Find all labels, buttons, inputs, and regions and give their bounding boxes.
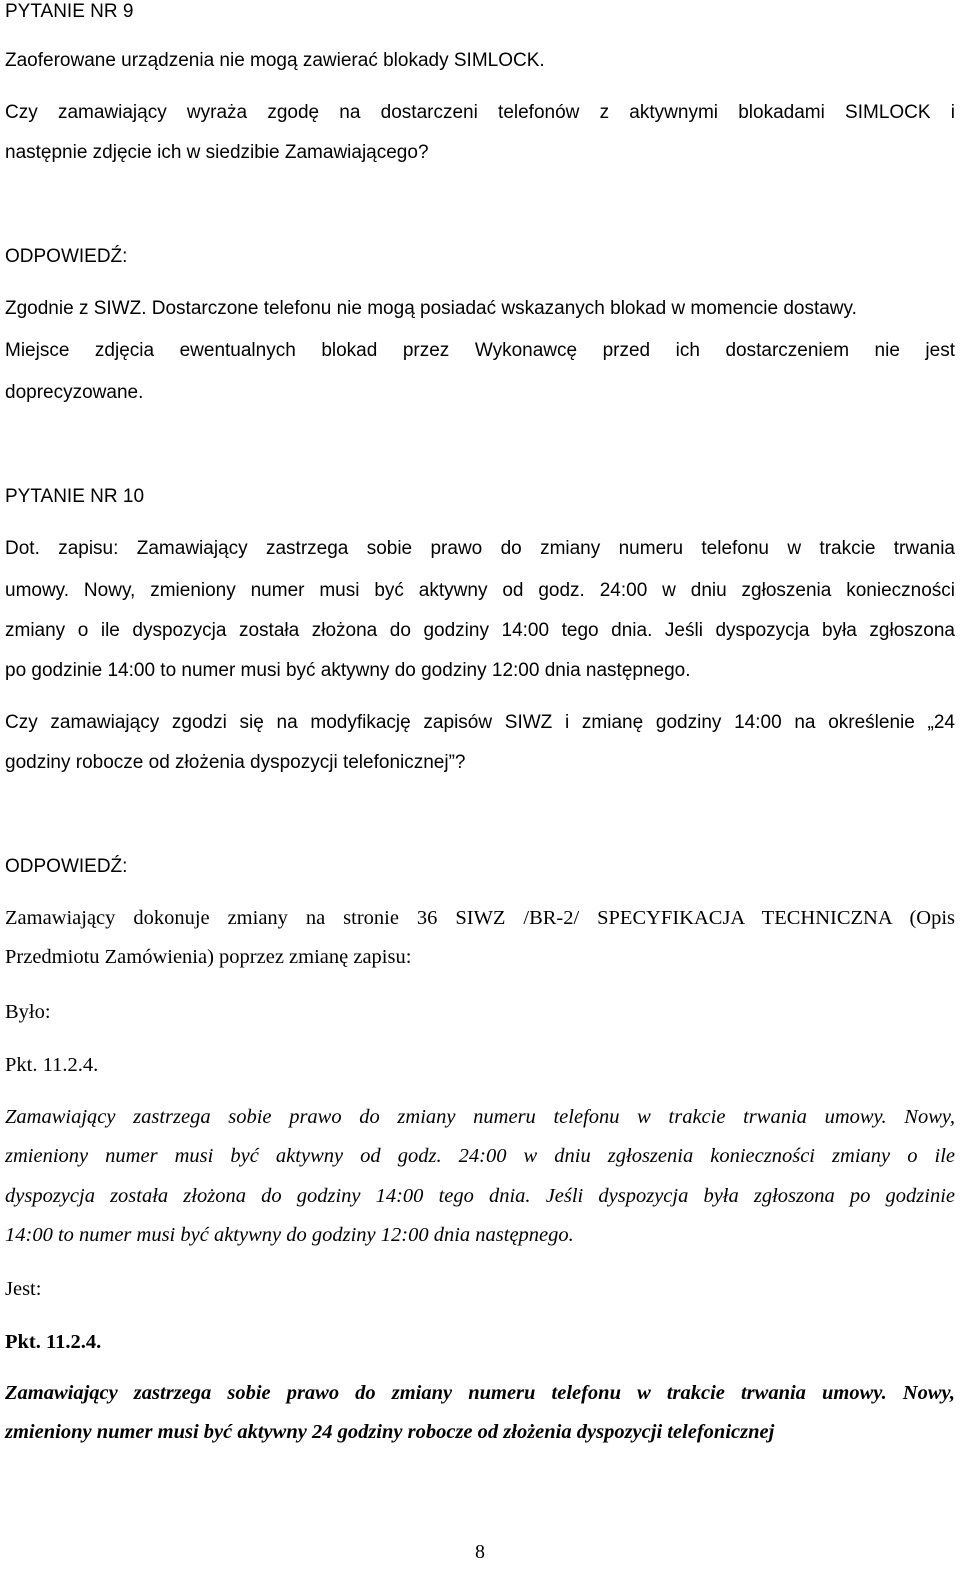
question-10-line: godziny robocze od złożenia dyspozycji telefonicznej”?: [5, 752, 466, 773]
question-9-line: Zaoferowane urządzenia nie mogą zawierać blokady SIMLOCK.: [5, 50, 545, 71]
new-point-number: Pkt. 11.2.4.: [5, 1331, 102, 1353]
new-text-line: Zamawiający zastrzega sobie prawo do zmiany numeru telefonu w trakcie trwania umowy. Nowy,: [5, 1382, 955, 1404]
new-text-line: zmieniony numer musi być aktywny 24 godziny robocze od złożenia dyspozycji telefonicznej: [5, 1421, 775, 1443]
question-10-title: PYTANIE NR 10: [5, 486, 145, 507]
question-9-line: Czy zamawiający wyraża zgodę na dostarczeni telefonów z aktywnymi blokadami SIMLOCK i: [5, 102, 955, 123]
answer-9-line: doprecyzowane.: [5, 382, 144, 403]
answer-10-line: Zamawiający dokonuje zmiany na stronie 36 SIWZ /BR-2/ SPECYFIKACJA TECHNICZNA (Opis: [5, 907, 955, 929]
old-text-line: Zamawiający zastrzega sobie prawo do zmiany numeru telefonu w trakcie trwania umowy. Nowy,: [5, 1106, 955, 1128]
old-text-label: Było:: [5, 1001, 51, 1023]
question-10-line: umowy. Nowy, zmieniony numer musi być aktywny od godz. 24:00 w dniu zgłoszenia konieczności: [5, 580, 955, 601]
answer-9-line: Miejsce zdjęcia ewentualnych blokad przez Wykonawcę przed ich dostarczeniem nie jest: [5, 340, 955, 361]
answer-9-line: Zgodnie z SIWZ. Dostarczone telefonu nie mogą posiadać wskazanych blokad w momencie dostawy.: [5, 298, 857, 319]
question-9-title: PYTANIE NR 9: [5, 1, 134, 22]
answer-9-title: ODPOWIEDŹ:: [5, 246, 128, 267]
question-10-line: po godzinie 14:00 to numer musi być aktywny do godziny 12:00 dnia następnego.: [5, 660, 691, 681]
old-text-line: zmieniony numer musi być aktywny od godz. 24:00 w dniu zgłoszenia konieczności zmiany o ile: [5, 1145, 955, 1167]
answer-10-title: ODPOWIEDŹ:: [5, 856, 128, 877]
question-10-line: Dot. zapisu: Zamawiający zastrzega sobie prawo do zmiany numeru telefonu w trakcie trwania: [5, 538, 955, 559]
page-number: 8: [475, 1541, 485, 1563]
new-text-label: Jest:: [5, 1278, 42, 1300]
old-text-line: 14:00 to numer musi być aktywny do godziny 12:00 dnia następnego.: [5, 1224, 574, 1246]
old-text-line: dyspozycja została złożona do godziny 14:00 tego dnia. Jeśli dyspozycja była zgłoszona po godzinie: [5, 1185, 955, 1207]
answer-10-line: Przedmiotu Zamówienia) poprzez zmianę zapisu:: [5, 946, 412, 968]
old-point-number: Pkt. 11.2.4.: [5, 1054, 99, 1076]
question-10-line: zmiany o ile dyspozycja została złożona do godziny 14:00 tego dnia. Jeśli dyspozycja była zgłoszona: [5, 620, 955, 641]
question-10-line: Czy zamawiający zgodzi się na modyfikację zapisów SIWZ i zmianę godziny 14:00 na określenie „24: [5, 712, 955, 733]
question-9-line: następnie zdjęcie ich w siedzibie Zamawiającego?: [5, 142, 429, 163]
